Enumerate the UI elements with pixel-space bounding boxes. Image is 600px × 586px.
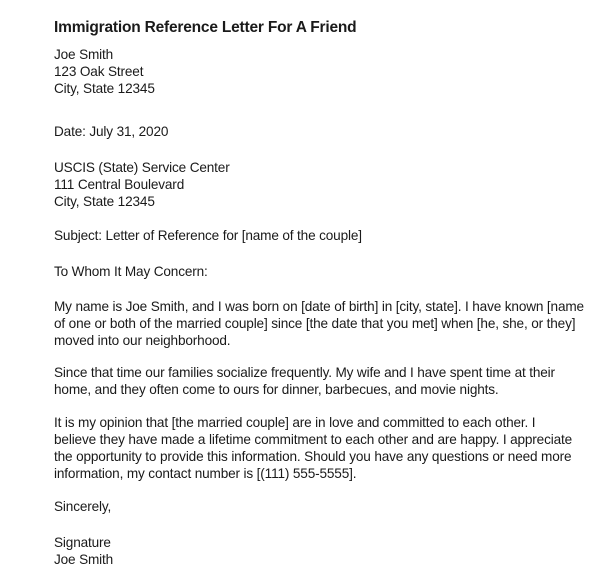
paragraph-1 xyxy=(54,298,584,349)
paragraph-line: home, and they often come to ours for dinner, barbecues, and movie nights. xyxy=(54,382,499,397)
salutation: To Whom It May Concern: xyxy=(54,264,208,279)
paragraph-line: My name is Joe Smith, and I was born on [date of birth] in [city, state]. I have known [name xyxy=(54,299,584,314)
paragraph-line: Since that time our families socialize frequently. My wife and I have spent time at their xyxy=(54,365,555,380)
signature-block xyxy=(54,534,113,568)
closing: Sincerely, xyxy=(54,499,112,514)
recipient-address xyxy=(54,159,230,210)
subject-line: Subject: Letter of Reference for [name of the couple] xyxy=(54,228,362,243)
date-line: Date: July 31, 2020 xyxy=(54,124,169,139)
sender-address xyxy=(54,46,155,97)
document-title: Immigration Reference Letter For A Friend xyxy=(54,19,357,36)
paragraph-line: of one or both of the married couple] since [the date that you met] when [he, she, or they] xyxy=(54,316,576,331)
sender-street: 123 Oak Street xyxy=(54,64,144,79)
paragraph-line: moved into our neighborhood. xyxy=(54,333,231,348)
paragraph-line: information, my contact number is [(111) 555-5555]. xyxy=(54,466,357,481)
paragraph-3 xyxy=(54,414,572,482)
closing-block xyxy=(54,498,111,515)
signature-name: Joe Smith xyxy=(54,552,114,567)
sender-city: City, State 12345 xyxy=(54,81,155,96)
paragraph-line: the opportunity to provide this information. Should you have any questions or need more xyxy=(54,449,572,464)
paragraph-2 xyxy=(54,364,555,398)
recipient-street: 111 Central Boulevard xyxy=(54,177,185,192)
recipient-name: USCIS (State) Service Center xyxy=(54,160,230,175)
sender-name: Joe Smith xyxy=(54,47,114,62)
salutation-block xyxy=(54,263,208,280)
signature-label: Signature xyxy=(54,535,111,550)
paragraph-line: believe they have made a lifetime commitment to each other and are happy. I appreciate xyxy=(54,432,573,447)
recipient-city: City, State 12345 xyxy=(54,194,155,209)
subject-block xyxy=(54,227,362,244)
paragraph-line: It is my opinion that [the married couple] are in love and committed to each other. I xyxy=(54,415,536,430)
date-block xyxy=(54,123,168,140)
